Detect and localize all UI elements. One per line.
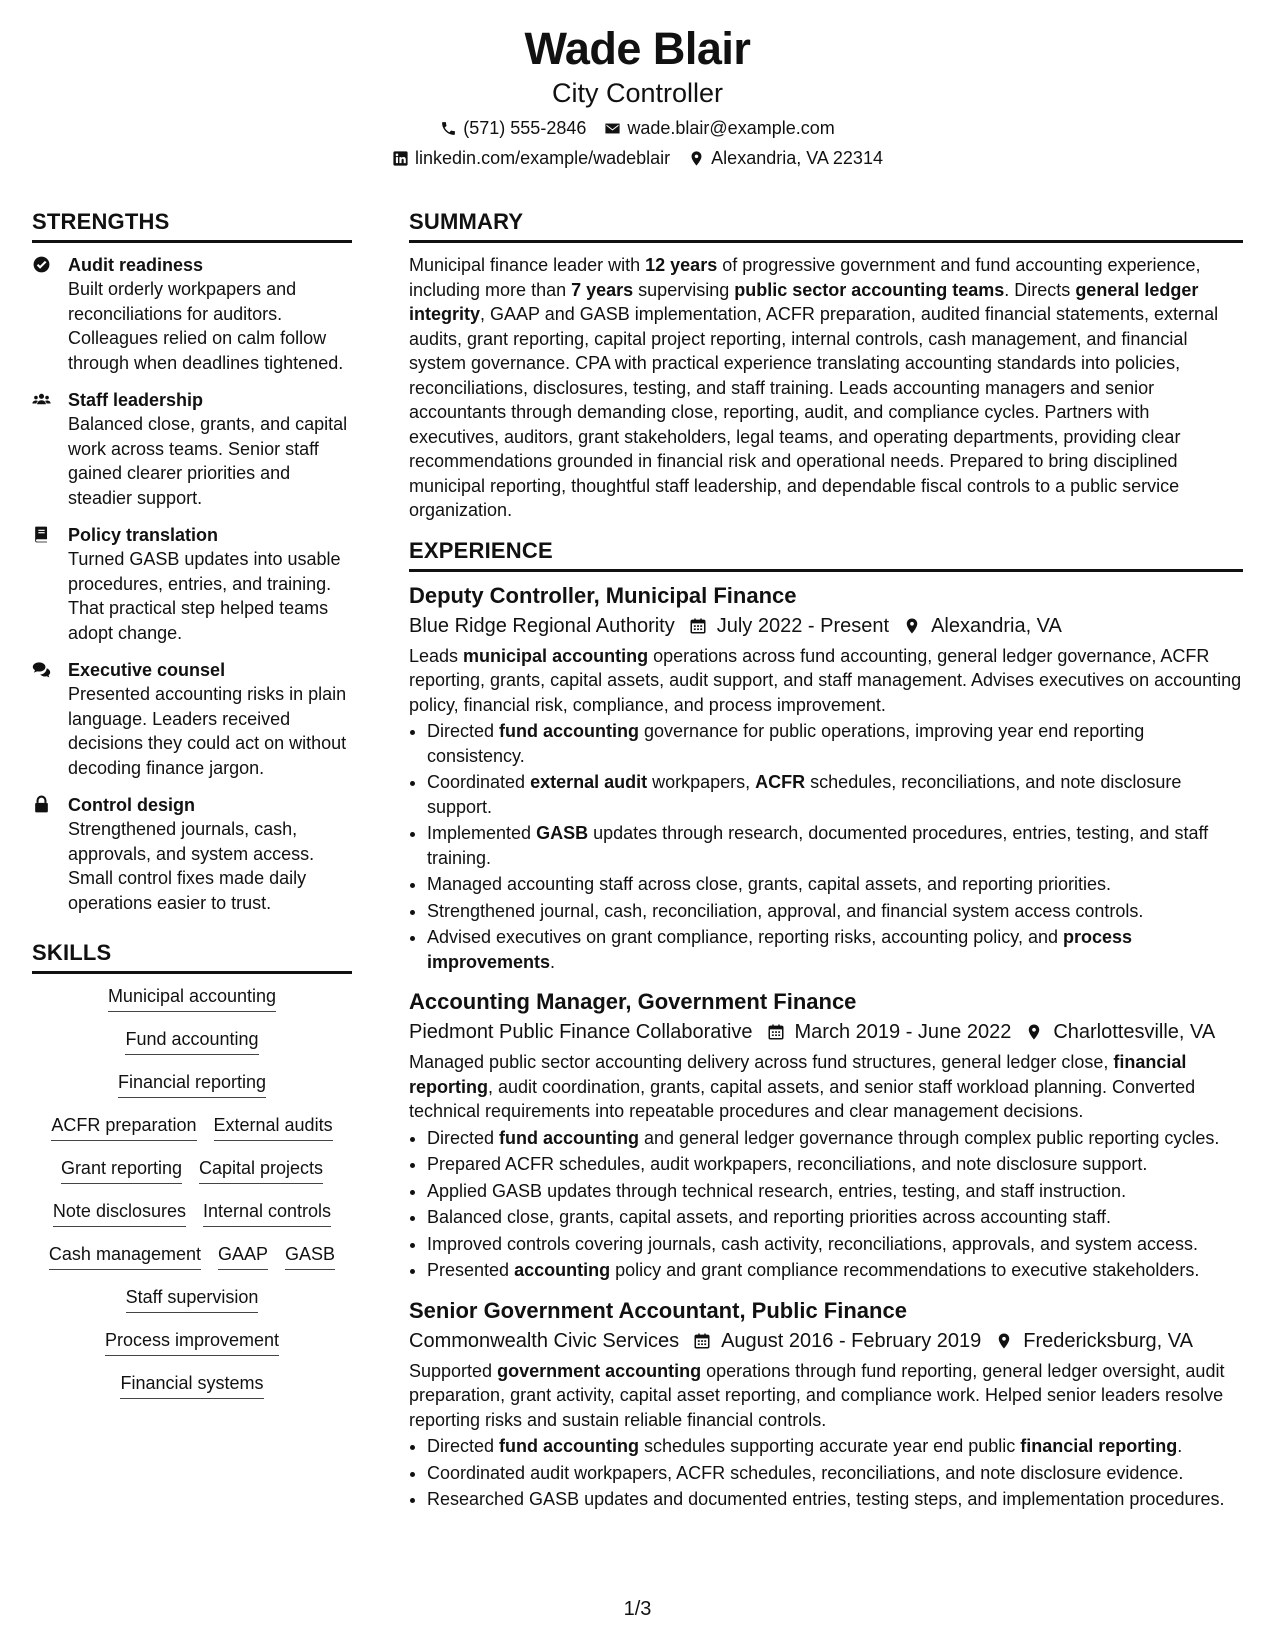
email-contact[interactable] xyxy=(604,116,834,140)
bold-text: ACFR xyxy=(755,772,806,792)
candidate-name: Wade Blair xyxy=(524,23,751,74)
phone-text: (571) 555-2846 xyxy=(463,118,587,138)
right-column xyxy=(409,208,1243,1526)
text-span: Researched GASB updates and documented entries, testing steps, and implementation procedures. xyxy=(427,1489,1225,1509)
strength-item xyxy=(32,388,352,510)
skill-tag: Grant reporting xyxy=(61,1156,182,1184)
skill-tag: Financial systems xyxy=(120,1371,263,1399)
text-span: Implemented xyxy=(427,823,537,843)
job-entry xyxy=(409,582,1243,975)
job-organization: Piedmont Public Finance Collaborative xyxy=(409,1021,753,1043)
job-meta xyxy=(409,612,1243,640)
bullet-item xyxy=(427,925,1243,974)
text-span: , audit coordination, grants, capital assets, and senior staff workload planning. Converted technical requirements into repeatable procedures and clear management decisions. xyxy=(409,1076,1196,1121)
skill-row xyxy=(32,1242,352,1270)
skill-tag: GAAP xyxy=(218,1242,268,1270)
email-text: wade.blair@example.com xyxy=(627,118,835,138)
text-span: Prepared ACFR schedules, audit workpapers, reconciliations, and note disclosure support. xyxy=(427,1154,1148,1174)
job-location: Alexandria, VA xyxy=(931,614,1062,637)
text-span: Supported xyxy=(409,1360,498,1381)
comments-icon xyxy=(32,658,54,780)
book-icon xyxy=(32,523,54,645)
location-text: Alexandria, VA 22314 xyxy=(711,148,883,168)
bullet-item xyxy=(427,719,1243,768)
experience-heading: EXPERIENCE xyxy=(409,537,1243,572)
job-bullets xyxy=(409,1434,1243,1512)
job-meta xyxy=(409,1018,1243,1046)
map-pin-icon xyxy=(995,1332,1013,1350)
skill-tag: Cash management xyxy=(49,1242,201,1270)
job-bullets xyxy=(409,1126,1243,1283)
bold-text: financial reporting xyxy=(1020,1436,1178,1456)
text-span: operations across fund accounting, general ledger governance, ACFR reporting, grants, capital assets, audit support, and staff management. Advises executives on accounting policy, financial risk, compliance, and process improvement. xyxy=(409,645,1242,715)
job-entry xyxy=(409,1297,1243,1512)
skill-row xyxy=(32,1199,352,1227)
calendar-icon xyxy=(689,617,707,635)
bullet-item xyxy=(427,1487,1243,1512)
bullet-item xyxy=(427,899,1243,924)
text-span: . xyxy=(1177,1436,1183,1456)
job-location: Fredericksburg, VA xyxy=(1023,1329,1193,1352)
text-span: Directed xyxy=(427,1127,500,1148)
job-meta xyxy=(409,1327,1243,1355)
strength-item xyxy=(32,523,352,645)
strength-item xyxy=(32,658,352,780)
job-dates: August 2016 - February 2019 xyxy=(721,1329,982,1352)
bold-text: 7 years xyxy=(571,279,634,300)
bold-text: external audit xyxy=(530,772,648,792)
skill-row xyxy=(32,1371,352,1399)
bold-text: fund accounting xyxy=(499,1127,640,1148)
text-span: Presented xyxy=(427,1260,515,1280)
map-pin-icon xyxy=(1025,1023,1043,1041)
strength-title: Control design xyxy=(68,795,195,815)
linkedin-contact[interactable] xyxy=(392,146,670,170)
job-organization: Blue Ridge Regional Authority xyxy=(409,614,675,637)
bullet-item xyxy=(427,821,1243,870)
skill-row xyxy=(32,984,352,1012)
text-span: Coordinated audit workpapers, ACFR schedules, reconciliations, and note disclosure evidence. xyxy=(427,1462,1184,1483)
skill-tag: Capital projects xyxy=(199,1156,323,1184)
text-span: Coordinated xyxy=(427,772,531,792)
text-span: . Directs xyxy=(1004,279,1076,300)
skill-row xyxy=(32,1113,352,1141)
map-pin-icon xyxy=(688,150,705,167)
text-span: operations through fund reporting, general ledger oversight, audit preparation, grant activity, capital asset reporting, and compliance work. Helped senior leaders resolve reporting risks and sustain reliable financial controls. xyxy=(409,1360,1225,1430)
skill-tag: Staff supervision xyxy=(126,1285,259,1313)
text-span: Municipal finance leader with xyxy=(409,255,646,275)
text-span: Strengthened journal, cash, reconciliation, approval, and financial system access controls. xyxy=(427,900,1144,921)
bullet-item xyxy=(427,770,1243,819)
text-span: and general ledger governance through complex public reporting cycles. xyxy=(639,1127,1220,1148)
job-description xyxy=(409,1050,1243,1124)
strength-description: Presented accounting risks in plain language. Leaders received decisions they could act on without decoding finance jargon. xyxy=(68,684,347,778)
job-dates: July 2022 - Present xyxy=(716,614,890,637)
strength-title: Audit readiness xyxy=(68,255,204,275)
skills-list xyxy=(32,984,352,1399)
text-span: governance for public operations, improving year end reporting consistency. xyxy=(427,721,1145,766)
skill-row xyxy=(32,1070,352,1098)
summary-heading: SUMMARY xyxy=(409,208,1243,243)
candidate-role: City Controller xyxy=(551,78,724,108)
bold-text: general ledger integrity xyxy=(409,279,1199,324)
strengths-heading: STRENGTHS xyxy=(32,208,352,243)
linkedin-icon xyxy=(392,150,409,167)
summary-text xyxy=(409,253,1243,523)
skill-tag: Note disclosures xyxy=(53,1199,186,1227)
skill-row xyxy=(32,1328,352,1356)
bullet-item xyxy=(427,1232,1243,1257)
text-span: Balanced close, grants, capital assets, and reporting priorities across accounting staff. xyxy=(427,1207,1112,1227)
text-span: Applied GASB updates through technical research, entries, testing, and staff instruction. xyxy=(427,1180,1127,1201)
job-entry xyxy=(409,988,1243,1283)
bullet-item xyxy=(427,1126,1243,1151)
contact-row-1 xyxy=(0,116,1275,140)
left-column xyxy=(32,208,352,1414)
strength-title: Staff leadership xyxy=(68,390,204,410)
bullet-item xyxy=(427,1434,1243,1459)
linkedin-text: linkedin.com/example/wadeblair xyxy=(415,148,671,168)
text-span: updates through research, documented procedures, entries, testing, and staff training. xyxy=(427,823,1209,868)
bold-text: fund accounting xyxy=(499,721,640,741)
bold-text: fund accounting xyxy=(499,1436,640,1456)
calendar-icon xyxy=(767,1023,785,1041)
contact-row-2 xyxy=(0,146,1275,170)
bold-text: government accounting xyxy=(497,1360,702,1381)
bullet-item xyxy=(427,1152,1243,1177)
skill-row xyxy=(32,1156,352,1184)
bold-text: GASB xyxy=(536,823,589,843)
strength-description: Turned GASB updates into usable procedures, entries, and training. That practical step helped teams adopt change. xyxy=(68,549,341,643)
text-span: schedules, reconciliations, and note disclosure support. xyxy=(427,772,1182,817)
text-span: Advised executives on grant compliance, reporting risks, accounting policy, and xyxy=(427,927,1064,947)
resume-header xyxy=(0,22,1275,170)
skill-tag: Internal controls xyxy=(203,1199,331,1227)
phone-icon xyxy=(440,120,457,137)
skill-row xyxy=(32,1285,352,1313)
check-circle-icon xyxy=(32,253,54,375)
bold-text: financial reporting xyxy=(409,1052,1187,1097)
text-span: Leads xyxy=(409,645,464,666)
lock-icon xyxy=(32,793,54,915)
map-pin-icon xyxy=(903,617,921,635)
phone-contact xyxy=(440,116,586,140)
text-span: workpapers, xyxy=(647,772,756,792)
skill-tag: ACFR preparation xyxy=(51,1113,196,1141)
bullet-item xyxy=(427,872,1243,897)
bold-text: municipal accounting xyxy=(463,645,649,666)
job-location: Charlottesville, VA xyxy=(1053,1021,1216,1043)
strength-item xyxy=(32,253,352,375)
text-span: , GAAP and GASB implementation, ACFR preparation, audited financial statements, external audits, grant reporting, capital project reporting, internal controls, cash management, and financial system governance. CPA with practical experience translating accounting standards into policies, reconciliations, disclosures, testing, and staff training. Leads accounting managers and senior accountants through demanding close, reporting, audit, and compliance cycles. Partners with executives, auditors, grant stakeholders, legal teams, and operating departments, providing clear recommendations grounded in financial risk and operational needs. Prepared to bring disciplined municipal reporting, thoughtful staff leadership, and dependable fiscal controls to a public service organization. xyxy=(409,304,1219,520)
strength-title: Executive counsel xyxy=(68,660,226,680)
text-span: . xyxy=(550,951,556,972)
strength-description: Built orderly workpapers and reconciliations for auditors. Colleagues relied on calm follow through when deadlines tightened. xyxy=(68,279,344,373)
job-description xyxy=(409,1359,1243,1433)
text-span: Directed xyxy=(427,1436,500,1456)
text-span: Directed xyxy=(427,721,500,741)
job-dates: March 2019 - June 2022 xyxy=(794,1021,1012,1043)
job-title: Senior Government Accountant, Public Finance xyxy=(409,1297,907,1323)
bold-text: 12 years xyxy=(645,255,718,275)
page-number: 1/3 xyxy=(623,1598,652,1620)
job-title: Accounting Manager, Government Finance xyxy=(409,989,857,1014)
text-span: of progressive government and fund accounting experience, including more than xyxy=(409,255,1201,300)
bullet-item xyxy=(427,1179,1243,1204)
strength-description: Strengthened journals, cash, approvals, and system access. Small control fixes made daily operations easier to trust. xyxy=(68,819,315,913)
skill-tag: GASB xyxy=(285,1242,335,1270)
experience-list xyxy=(409,582,1243,1512)
location-contact xyxy=(688,146,883,170)
job-description xyxy=(409,644,1243,718)
job-bullets xyxy=(409,719,1243,974)
job-title: Deputy Controller, Municipal Finance xyxy=(409,582,797,608)
bold-text: public sector accounting teams xyxy=(734,279,1005,300)
text-span: schedules supporting accurate year end public xyxy=(639,1436,1021,1456)
skill-tag: Financial reporting xyxy=(118,1070,266,1098)
strength-description: Balanced close, grants, and capital work across teams. Senior staff gained clearer priorities and steadier support. xyxy=(68,414,348,508)
bold-text: accounting xyxy=(514,1260,611,1280)
text-span: policy and grant compliance recommendations to executive stakeholders. xyxy=(610,1260,1200,1280)
bullet-item xyxy=(427,1461,1243,1486)
skill-tag: Municipal accounting xyxy=(108,984,276,1012)
text-span: supervising xyxy=(633,279,735,300)
skills-heading: SKILLS xyxy=(32,939,352,974)
skill-tag: Process improvement xyxy=(105,1328,279,1356)
strength-title: Policy translation xyxy=(68,525,219,545)
skill-tag: External audits xyxy=(214,1113,333,1141)
calendar-icon xyxy=(693,1332,711,1350)
users-icon xyxy=(32,388,54,510)
strength-item xyxy=(32,793,352,915)
text-span: Improved controls covering journals, cash activity, reconciliations, approvals, and system access. xyxy=(427,1233,1199,1254)
job-organization: Commonwealth Civic Services xyxy=(409,1329,680,1352)
envelope-icon xyxy=(604,120,621,137)
bold-text: process improvements xyxy=(427,927,1133,972)
text-span: Managed accounting staff across close, grants, capital assets, and reporting priorities. xyxy=(427,874,1112,894)
bullet-item xyxy=(427,1205,1243,1230)
text-span: Managed public sector accounting delivery across fund structures, general ledger close, xyxy=(409,1052,1114,1072)
bullet-item xyxy=(427,1258,1243,1283)
skill-row xyxy=(32,1027,352,1055)
skill-tag: Fund accounting xyxy=(125,1027,258,1055)
